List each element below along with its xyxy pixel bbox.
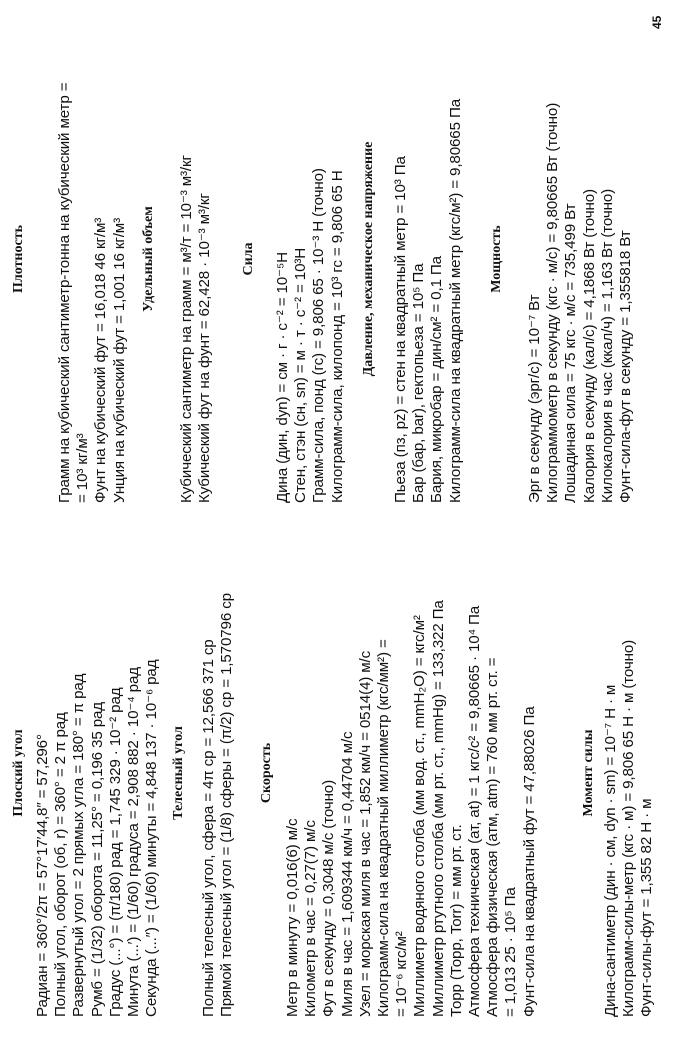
section-title: Скорость [259,742,274,804]
text-line: Бария, микробар = дин/см² = 0,1 Па [428,256,446,503]
text-line: Миллиметр водяного столба (мм вод. ст., mmH₂O) = кгс/м² [411,615,429,1017]
section-title: Плоский угол [11,729,26,817]
text-line: Кубический фут на фунт = 62,428 · 10⁻³ м³/кг [196,193,214,503]
text-line: Лошадиная сила = 75 кгс · м/с = 735,499 Вт [562,203,580,503]
text-line: Атмосфера техническая (ат, at) = 1 кгс/с² = 9,80665 · 10⁴ Па [466,605,484,1017]
section-density [10,15,129,503]
text-line: Метр в минуту = 0,016(6) м/с [284,818,301,1017]
text-line: Узел = морская миля в час = 1,852 км/ч = 0514(4) м/с [356,650,374,1017]
text-line: Эрг в секунду (эрг/с) = 10⁻⁷ Вт [526,294,543,503]
section-flat-angle [10,529,161,1017]
text-line: = 10⁻⁶ кгс/м² [393,931,411,1017]
section-title: Телесный угол [171,726,186,820]
section-solid-angle [170,529,236,1017]
text-line: Фунт на кубический фут = 16,018 46 кг/м³ [92,217,110,503]
text-line: Килокалория в час (ккал/ч) = 1,163 Вт (точно) [598,188,616,503]
text-line: Развернутый угол = 2 прямых угла = 180° = π рад [70,673,88,1017]
text-line: Торр (Торр, Torr) = мм рт. ст. [447,824,465,1017]
text-line: Килограмм-силы-метр (кгс · м) = 9,806 65 Н · м (точно) [620,639,638,1017]
text-line: Миллиметр ртутного столба (мм рт. ст., mmHg) = 133,322 Па [429,600,447,1017]
text-line: Прямой телесный угол = (1/8) сферы = (π/2) ср = 1,570796 ср [218,593,236,1017]
text-line: Грамм-сила, понд (гс) = 9,806 65 · 10⁻³ Н (точно) [310,168,328,503]
text-line: Секунда (...″) = (1/60) минуты = 4,848 137 · 10⁻⁶ рад [143,659,161,1017]
text-line: Калория в секунду (кал/с) = 4,1868 Вт (точно) [580,189,598,503]
text-line: Румб = (1/32) оборота = 11,25° = 0,196 35 рад [88,701,106,1017]
text-line: Радиан = 360°/2π = 57°17′44,8″ = 57,296° [34,734,51,1017]
text-line: Миля в час = 1,609344 км/ч = 0,44704 м/с [338,731,356,1017]
text-line: Градус (...°) = (π/180) рад = 1,745 329 · 10⁻² рад [106,687,124,1017]
text-line: Фунт-сила-фут в секунду = 1,355818 Вт [617,230,635,503]
text-line: Килограммометр в секунду (кгс · м/с) = 9,80665 Вт (точно) [544,102,562,503]
text-line: Полный телесный угол, сфера = 4π ср = 12,566 371 ср [200,639,217,1017]
text-line: = 10³ кг/м³ [74,433,92,503]
text-line: Килограмм-сила, килопонд = 10³ гс = 9,806 65 Н [328,170,346,503]
text-line: = 1,013 25 · 10⁵ Па [502,887,520,1017]
section-title: Мощность [489,225,504,293]
text-line: Фунт-сила на квадратный фут = 47,88026 Па [520,706,538,1017]
text-line: Фут в секунду = 0,3048 м/с (точно) [320,779,338,1017]
section-force [240,15,347,503]
text-line: Кубический сантиметр на грамм = м³/т = 10⁻³ м³/кг [178,155,195,503]
text-line: Грамм на кубический сантиметр-тонна на кубический метр = [56,82,73,503]
right-column [0,11,673,511]
section-title: Удельный объем [141,206,156,312]
text-line: Стен, стэн (сн, sn) = м · т · с⁻² = 10³Н [292,247,310,503]
text-line: Пьеза (пз, pz) = стен на квадратный метр = 10³ Па [392,156,409,503]
text-line: Килограмм-сила на квадратный метр (кгс/м²) = 9,80665 Па [446,98,464,503]
section-specific-volume [140,15,214,503]
section-title: Давление, механическое напряжение [361,141,376,377]
section-speed [258,529,539,1017]
section-power [488,15,635,503]
section-title: Плотность [11,225,26,293]
text-line: Фунт-силы-фут = 1,355 82 Н · м [638,798,656,1017]
section-title: Сила [241,242,256,276]
page-number: 45 [650,15,664,29]
text-line: Унция на кубический фут = 1,001 16 кг/м³ [110,217,128,503]
left-column [0,525,673,1025]
section-pressure [360,15,465,503]
text-line: Бар (бар, bar), гектопьеза = 10⁵ Па [410,263,428,503]
text-line: Килограмм-сила на квадратный миллиметр (кгс/мм²) = [375,639,393,1017]
text-line: Километр в час = 0,27(7) м/с [302,820,320,1017]
section-title: Момент силы [581,729,596,817]
section-moment [580,529,657,1017]
text-line: Дина-сантиметр (дин · см, dyn · sm) = 10⁻⁷ Н · м [602,684,619,1017]
text-line: Полный угол, оборот (об, r) = 360° = 2 π рад [52,712,70,1017]
text-line: Дина (дин, dyn) = см · г · с⁻² = 10⁻⁵Н [274,252,291,503]
text-line: Атмосфера физическая (атм, atm) = 760 мм рт. ст. = [484,657,502,1017]
text-line: Минута (...′) = (1/60) градуса = 2,908 882 · 10⁻⁴ рад [125,667,143,1017]
